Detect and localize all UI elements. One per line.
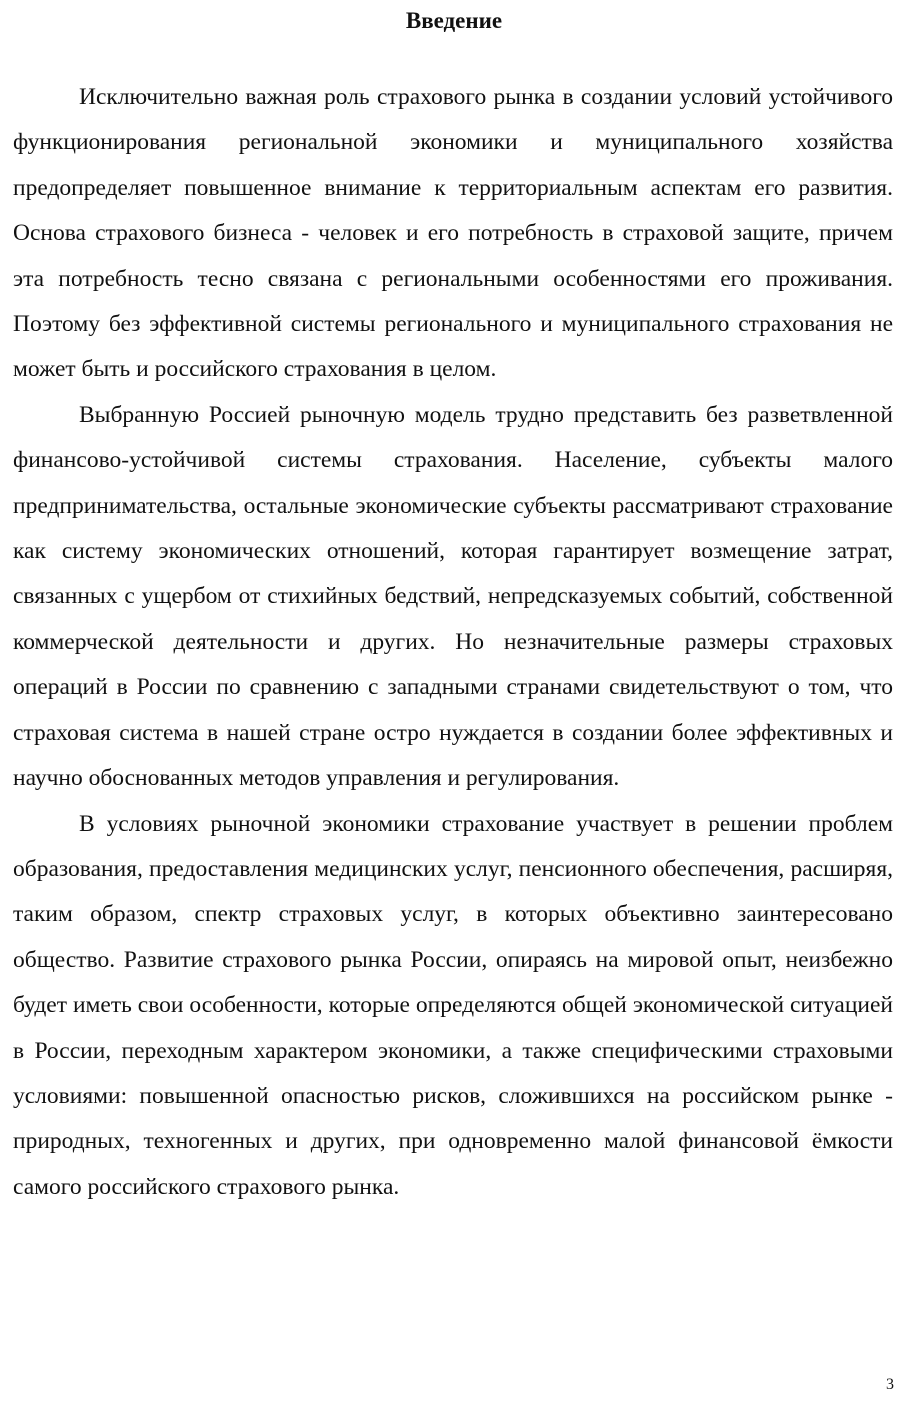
page-title: Введение <box>405 8 503 33</box>
paragraph-1: Исключительно важная роль страхового рынка в создании условий устойчивого функционирования региональной экономики и муниципального хозяйства предопределяет повышенное внимание к территориальным аспектам его развития. Основа страхового бизнеса - человек и его потребность в страховой защите, причем эта потребность тесно связана с региональными особенностями его проживания. Поэтому без эффективной системы регионального и муниципального страхования не может быть и российского страхования в целом. <box>13 84 893 383</box>
body-text <box>13 75 893 1210</box>
paragraph-2: Выбранную Россией рыночную модель трудно представить без разветвленной финансово-устойчивой системы страхования. Население, субъекты малого предпринимательства, остальные экономические субъекты рассматривают страхование как систему экономических отношений, которая гарантирует возмещение затрат, связанных с ущербом от стихийных бедствий, непредсказуемых событий, собственной коммерческой деятельности и других. Но незначительные размеры страховых операций в России по сравнению с западными странами свидетельствуют о том, что страховая система в нашей стране остро нуждается в создании более эффективных и научно обоснованных методов управления и регулирования. <box>13 401 893 792</box>
page-number: 3 <box>886 1376 894 1393</box>
paragraph-3: В условиях рыночной экономики страхование участвует в решении проблем образования, предоставления медицинских услуг, пенсионного обеспечения, расширяя, таким образом, спектр страховых услуг, в которых объективно заинтересовано общество. Развитие страхового рынка России, опираясь на мировой опыт, неизбежно будет иметь свои особенности, которые определяются общей экономической ситуацией в России, переходным характером экономики, а также специфическими страховыми условиями: повышенной опасностью рисков, сложившихся на российском рынке - природных, техногенных и других, при одновременно малой финансовой ёмкости самого российского страхового рынка. <box>13 810 893 1200</box>
